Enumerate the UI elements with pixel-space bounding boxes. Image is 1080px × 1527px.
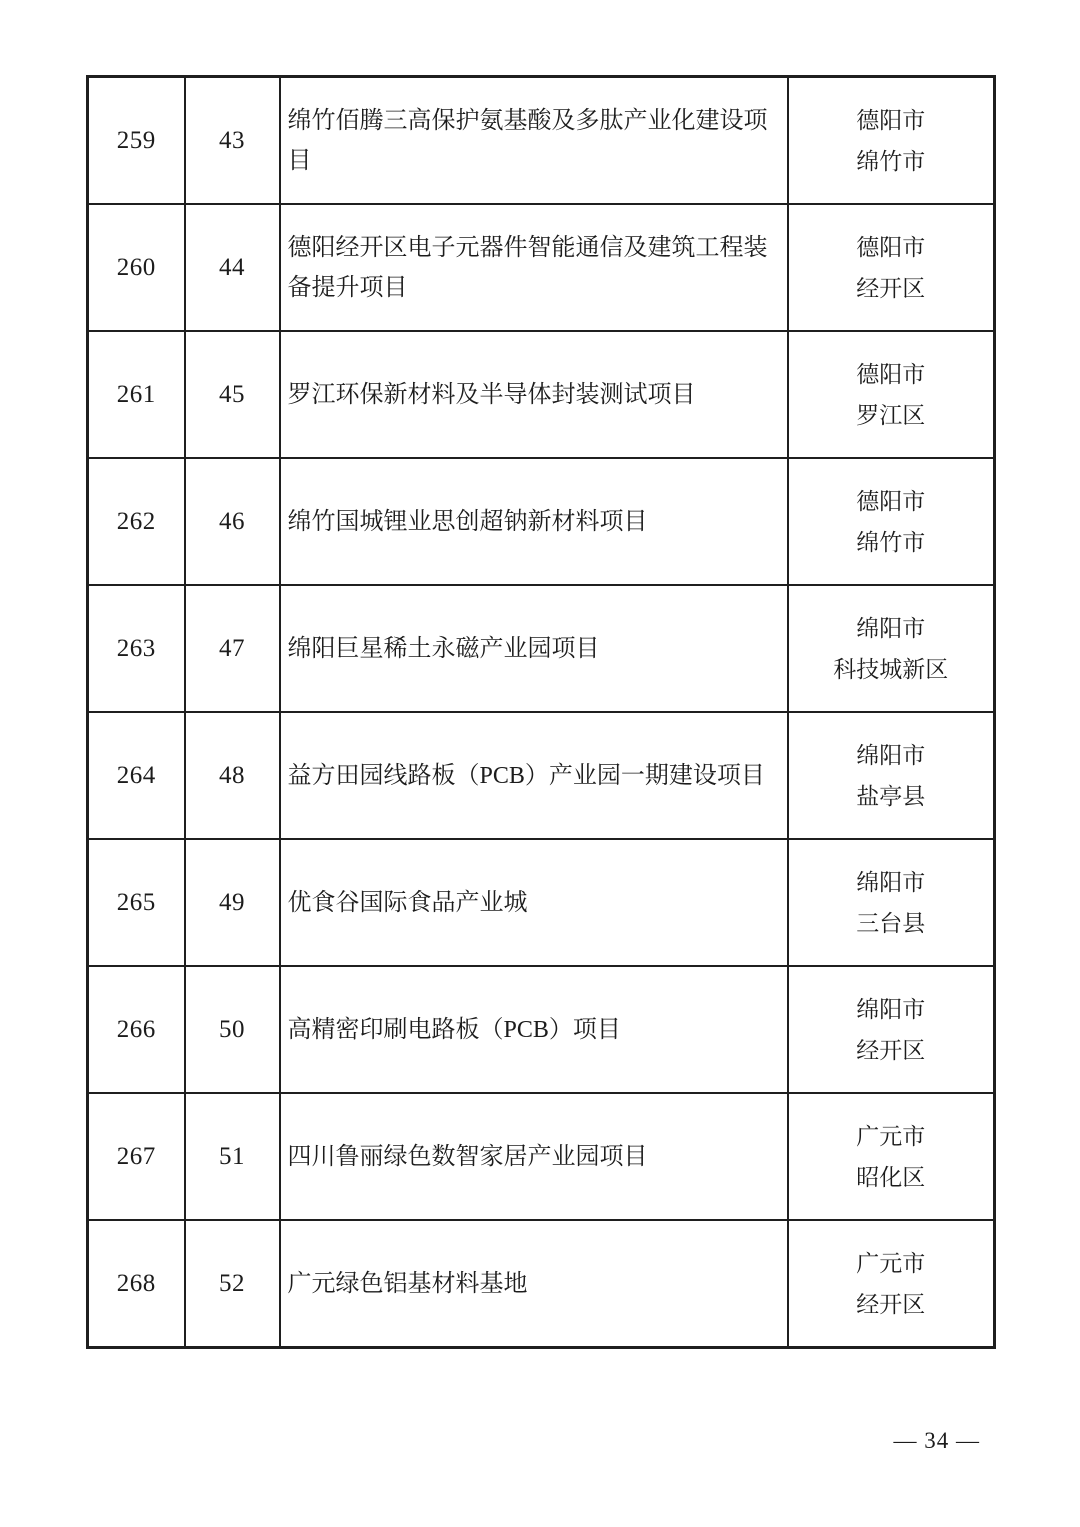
row-serial-number: 261 <box>88 331 185 458</box>
row-serial-number: 260 <box>88 204 185 331</box>
row-sub-number: 52 <box>185 1220 280 1348</box>
table-row <box>88 712 995 839</box>
row-serial-number: 265 <box>88 839 185 966</box>
row-location <box>788 712 995 839</box>
table-row <box>88 839 995 966</box>
row-location-city: 德阳市 <box>856 234 926 260</box>
row-location-city: 绵阳市 <box>856 742 926 768</box>
row-location-district: 绵竹市 <box>856 148 926 174</box>
row-project-name: 绵竹佰腾三高保护氨基酸及多肽产业化建设项目 <box>280 77 788 205</box>
row-location-city: 德阳市 <box>856 107 926 133</box>
table-row <box>88 204 995 331</box>
row-location <box>788 839 995 966</box>
row-sub-number: 43 <box>185 77 280 205</box>
row-location-district: 盐亭县 <box>856 783 926 809</box>
row-project-name: 广元绿色铝基材料基地 <box>280 1220 788 1348</box>
row-location-district: 科技城新区 <box>833 656 949 682</box>
row-location <box>788 204 995 331</box>
row-location <box>788 77 995 205</box>
row-serial-number: 268 <box>88 1220 185 1348</box>
row-project-name: 优食谷国际食品产业城 <box>280 839 788 966</box>
row-project-name: 绵竹国城锂业思创超钠新材料项目 <box>280 458 788 585</box>
row-project-name: 益方田园线路板（PCB）产业园一期建设项目 <box>280 712 788 839</box>
row-location-city: 德阳市 <box>856 488 926 514</box>
row-sub-number: 44 <box>185 204 280 331</box>
row-project-name: 绵阳巨星稀土永磁产业园项目 <box>280 585 788 712</box>
row-location-district: 罗江区 <box>856 402 926 428</box>
row-sub-number: 51 <box>185 1093 280 1220</box>
table-row <box>88 458 995 585</box>
row-location-district: 经开区 <box>856 1037 926 1063</box>
row-location-city: 绵阳市 <box>856 996 926 1022</box>
table-row <box>88 585 995 712</box>
row-location-district: 经开区 <box>856 1291 926 1317</box>
project-table-body <box>88 77 995 1348</box>
row-location-district: 经开区 <box>856 275 926 301</box>
row-project-name: 四川鲁丽绿色数智家居产业园项目 <box>280 1093 788 1220</box>
row-serial-number: 264 <box>88 712 185 839</box>
row-location <box>788 1220 995 1348</box>
row-location <box>788 966 995 1093</box>
row-location <box>788 458 995 585</box>
row-project-name: 高精密印刷电路板（PCB）项目 <box>280 966 788 1093</box>
row-sub-number: 48 <box>185 712 280 839</box>
row-location-district: 三台县 <box>856 910 926 936</box>
row-sub-number: 45 <box>185 331 280 458</box>
row-serial-number: 266 <box>88 966 185 1093</box>
row-location-city: 广元市 <box>856 1250 926 1276</box>
row-location-city: 绵阳市 <box>856 869 926 895</box>
table-row <box>88 331 995 458</box>
row-sub-number: 46 <box>185 458 280 585</box>
table-row <box>88 1093 995 1220</box>
table-row <box>88 966 995 1093</box>
row-sub-number: 49 <box>185 839 280 966</box>
project-list-table <box>86 75 996 1349</box>
page-number: — 34 — <box>893 1428 980 1453</box>
row-location-district: 绵竹市 <box>856 529 926 555</box>
row-location-city: 德阳市 <box>856 361 926 387</box>
row-project-name: 德阳经开区电子元器件智能通信及建筑工程装备提升项目 <box>280 204 788 331</box>
row-location-district: 昭化区 <box>856 1164 926 1190</box>
row-serial-number: 267 <box>88 1093 185 1220</box>
row-serial-number: 263 <box>88 585 185 712</box>
row-sub-number: 50 <box>185 966 280 1093</box>
row-location <box>788 1093 995 1220</box>
row-sub-number: 47 <box>185 585 280 712</box>
row-location <box>788 585 995 712</box>
table-row <box>88 1220 995 1348</box>
row-serial-number: 262 <box>88 458 185 585</box>
row-location-city: 绵阳市 <box>856 615 926 641</box>
row-serial-number: 259 <box>88 77 185 205</box>
row-location-city: 广元市 <box>856 1123 926 1149</box>
row-project-name: 罗江环保新材料及半导体封装测试项目 <box>280 331 788 458</box>
table-row <box>88 77 995 205</box>
row-location <box>788 331 995 458</box>
